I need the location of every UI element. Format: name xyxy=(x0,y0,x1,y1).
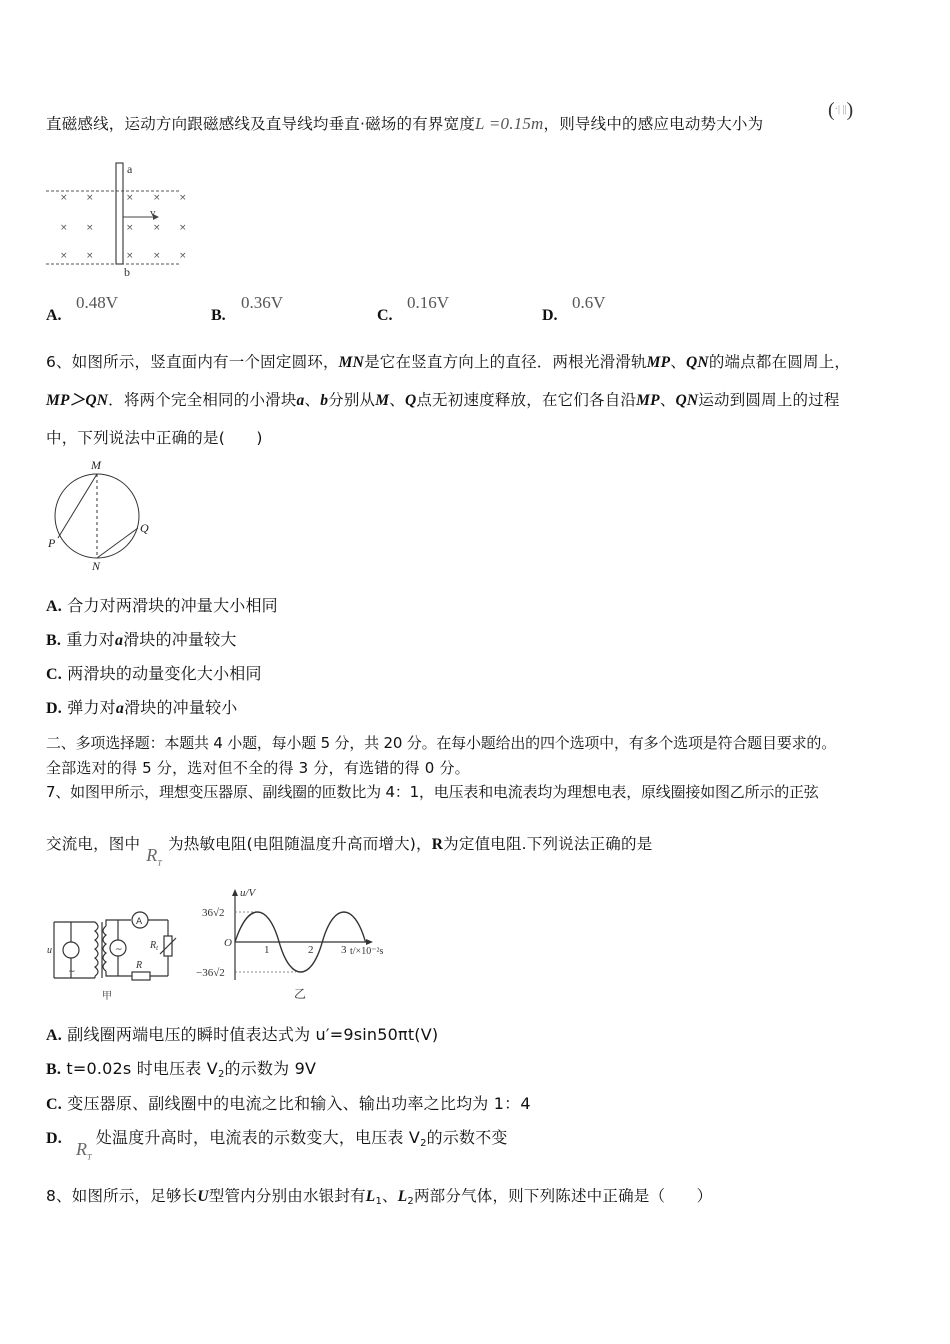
svg-text:×: × xyxy=(153,251,161,261)
svg-text:×: × xyxy=(126,193,134,203)
x-tick-1: 1 xyxy=(264,944,270,956)
q7-stem-line-1: 7、如图甲所示，理想变压器原、副线圈的匝数比为 4：1，电压表和电流表均为理想电表，原线圈接如图乙所示的正弦 xyxy=(46,783,819,801)
q7-stem-line-2: 交流电，图中$R_T$为热敏电阻(电阻随温度升高而增大)，R为定值电阻.下列说法正确的是 xyxy=(46,834,652,874)
u-label: u xyxy=(47,945,52,956)
q8-stem: 8、如图所示，足够长U型管内分别由水银封有$L_1$、$L_2$两部分气体，则下列陈述中正确是（ ） xyxy=(46,1187,713,1207)
y-min-label: −36√2 xyxy=(196,967,225,979)
q6-stem-line-3: 中，下列说法中正确的是( ) xyxy=(46,429,263,447)
q6-option-a[interactable]: A. 合力对两滑块的冲量大小相同 xyxy=(46,596,278,615)
q5-stem-text-2: ，则导线中的感应电动势大小为 xyxy=(543,115,764,133)
svg-text:×: × xyxy=(153,223,161,233)
y-max-label: 36√2 xyxy=(202,907,225,919)
x-tick-3: 3 xyxy=(341,944,347,956)
svg-text:~: ~ xyxy=(115,945,123,955)
velocity-label: v xyxy=(150,207,156,219)
q5-stem-text: 直磁感线，运动方向跟磁感线及直导线均垂直·磁场的有界宽度 xyxy=(46,115,476,133)
point-q-label: Q xyxy=(140,521,149,535)
section-heading-line-1: 二、多项选择题：本题共 4 小题，每小题 5 分，共 20 分。在每小题给出的四个选项中，有多个选项是符合题目要求的。 xyxy=(46,734,836,752)
svg-text:×: × xyxy=(60,223,68,233)
x-axis-label: t/×10⁻²s xyxy=(350,946,384,957)
svg-text:×: × xyxy=(153,193,161,203)
q5-stem xyxy=(46,114,763,134)
svg-text:×: × xyxy=(179,251,187,261)
y-axis-label: u/V xyxy=(240,887,256,899)
resistor-r-label: R xyxy=(136,960,143,971)
q5-width-formula: L =0.15m xyxy=(475,114,544,133)
svg-text:×: × xyxy=(86,223,94,233)
origin-label: O xyxy=(224,937,232,949)
thermistor-symbol: $R_T$ xyxy=(146,845,163,868)
q6-figure-circle xyxy=(40,455,160,575)
q5-paren-inner: ·| || xyxy=(834,104,847,115)
svg-text:×: × xyxy=(86,251,94,261)
rod-end-b-label: b xyxy=(124,265,130,279)
q7-option-d[interactable]: $D.R_T$处温度升高时，电流表的示数变大，电压表 $V_2$的示数不变 xyxy=(46,1128,508,1168)
figure-jia-caption: 甲 xyxy=(102,991,112,1002)
point-n-label: N xyxy=(92,559,101,573)
svg-text:×: × xyxy=(126,223,134,233)
svg-text:×: × xyxy=(179,193,187,203)
svg-text:×: × xyxy=(60,251,68,261)
point-m-label: M xyxy=(91,458,101,472)
figure-yi-caption: 乙 xyxy=(294,987,307,1001)
svg-text:×: × xyxy=(179,223,187,233)
q7-figure-sine-wave xyxy=(190,880,410,1005)
section-heading-line-2: 全部选对的得 5 分，选对但不全的得 3 分，有选错的得 0 分。 xyxy=(46,759,470,777)
q7-figure-circuit xyxy=(40,880,190,1005)
q7-option-a[interactable]: A. 副线圈两端电压的瞬时值表达式为 u′=9sin50πt(V) xyxy=(46,1025,439,1044)
svg-text:×: × xyxy=(86,193,94,203)
rod-end-a-label: a xyxy=(127,162,133,176)
svg-text:×: × xyxy=(126,251,134,261)
q6-option-c[interactable]: C. 两滑块的动量变化大小相同 xyxy=(46,664,262,683)
q5-answer-paren: (·| ||) xyxy=(828,99,854,121)
q6-option-b[interactable]: B. 重力对a滑块的冲量较大 xyxy=(46,630,237,649)
svg-text:~: ~ xyxy=(68,967,76,977)
q5-figure-magnetic-field xyxy=(40,155,200,280)
q6-option-d[interactable]: D. 弹力对a滑块的冲量较小 xyxy=(46,698,238,717)
q7-option-b[interactable]: B. t=0.02s 时电压表 $V_2$的示数为 9V xyxy=(46,1059,317,1080)
q6-stem-line-1: 6、如图所示，竖直面内有一个固定圆环，MN是它在竖直方向上的直径．两根光滑滑轨MP、QN的端点都在圆周上， xyxy=(46,353,851,371)
point-p-label: P xyxy=(48,536,56,550)
thermistor-rt-label: $R_t$ xyxy=(150,940,159,952)
svg-text:A: A xyxy=(136,917,143,927)
thermistor-symbol: $R_T$ xyxy=(75,1139,92,1162)
q7-option-c[interactable]: C. 变压器原、副线圈中的电流之比和输入、输出功率之比均为 1：4 xyxy=(46,1094,531,1113)
svg-text:×: × xyxy=(60,193,68,203)
x-tick-2: 2 xyxy=(308,944,314,956)
q6-stem-line-2: MP＞QN．将两个完全相同的小滑块a、b分别从M、Q点无初速度释放，在它们各自沿MP、QN运动到圆周上的过程 xyxy=(46,391,840,409)
